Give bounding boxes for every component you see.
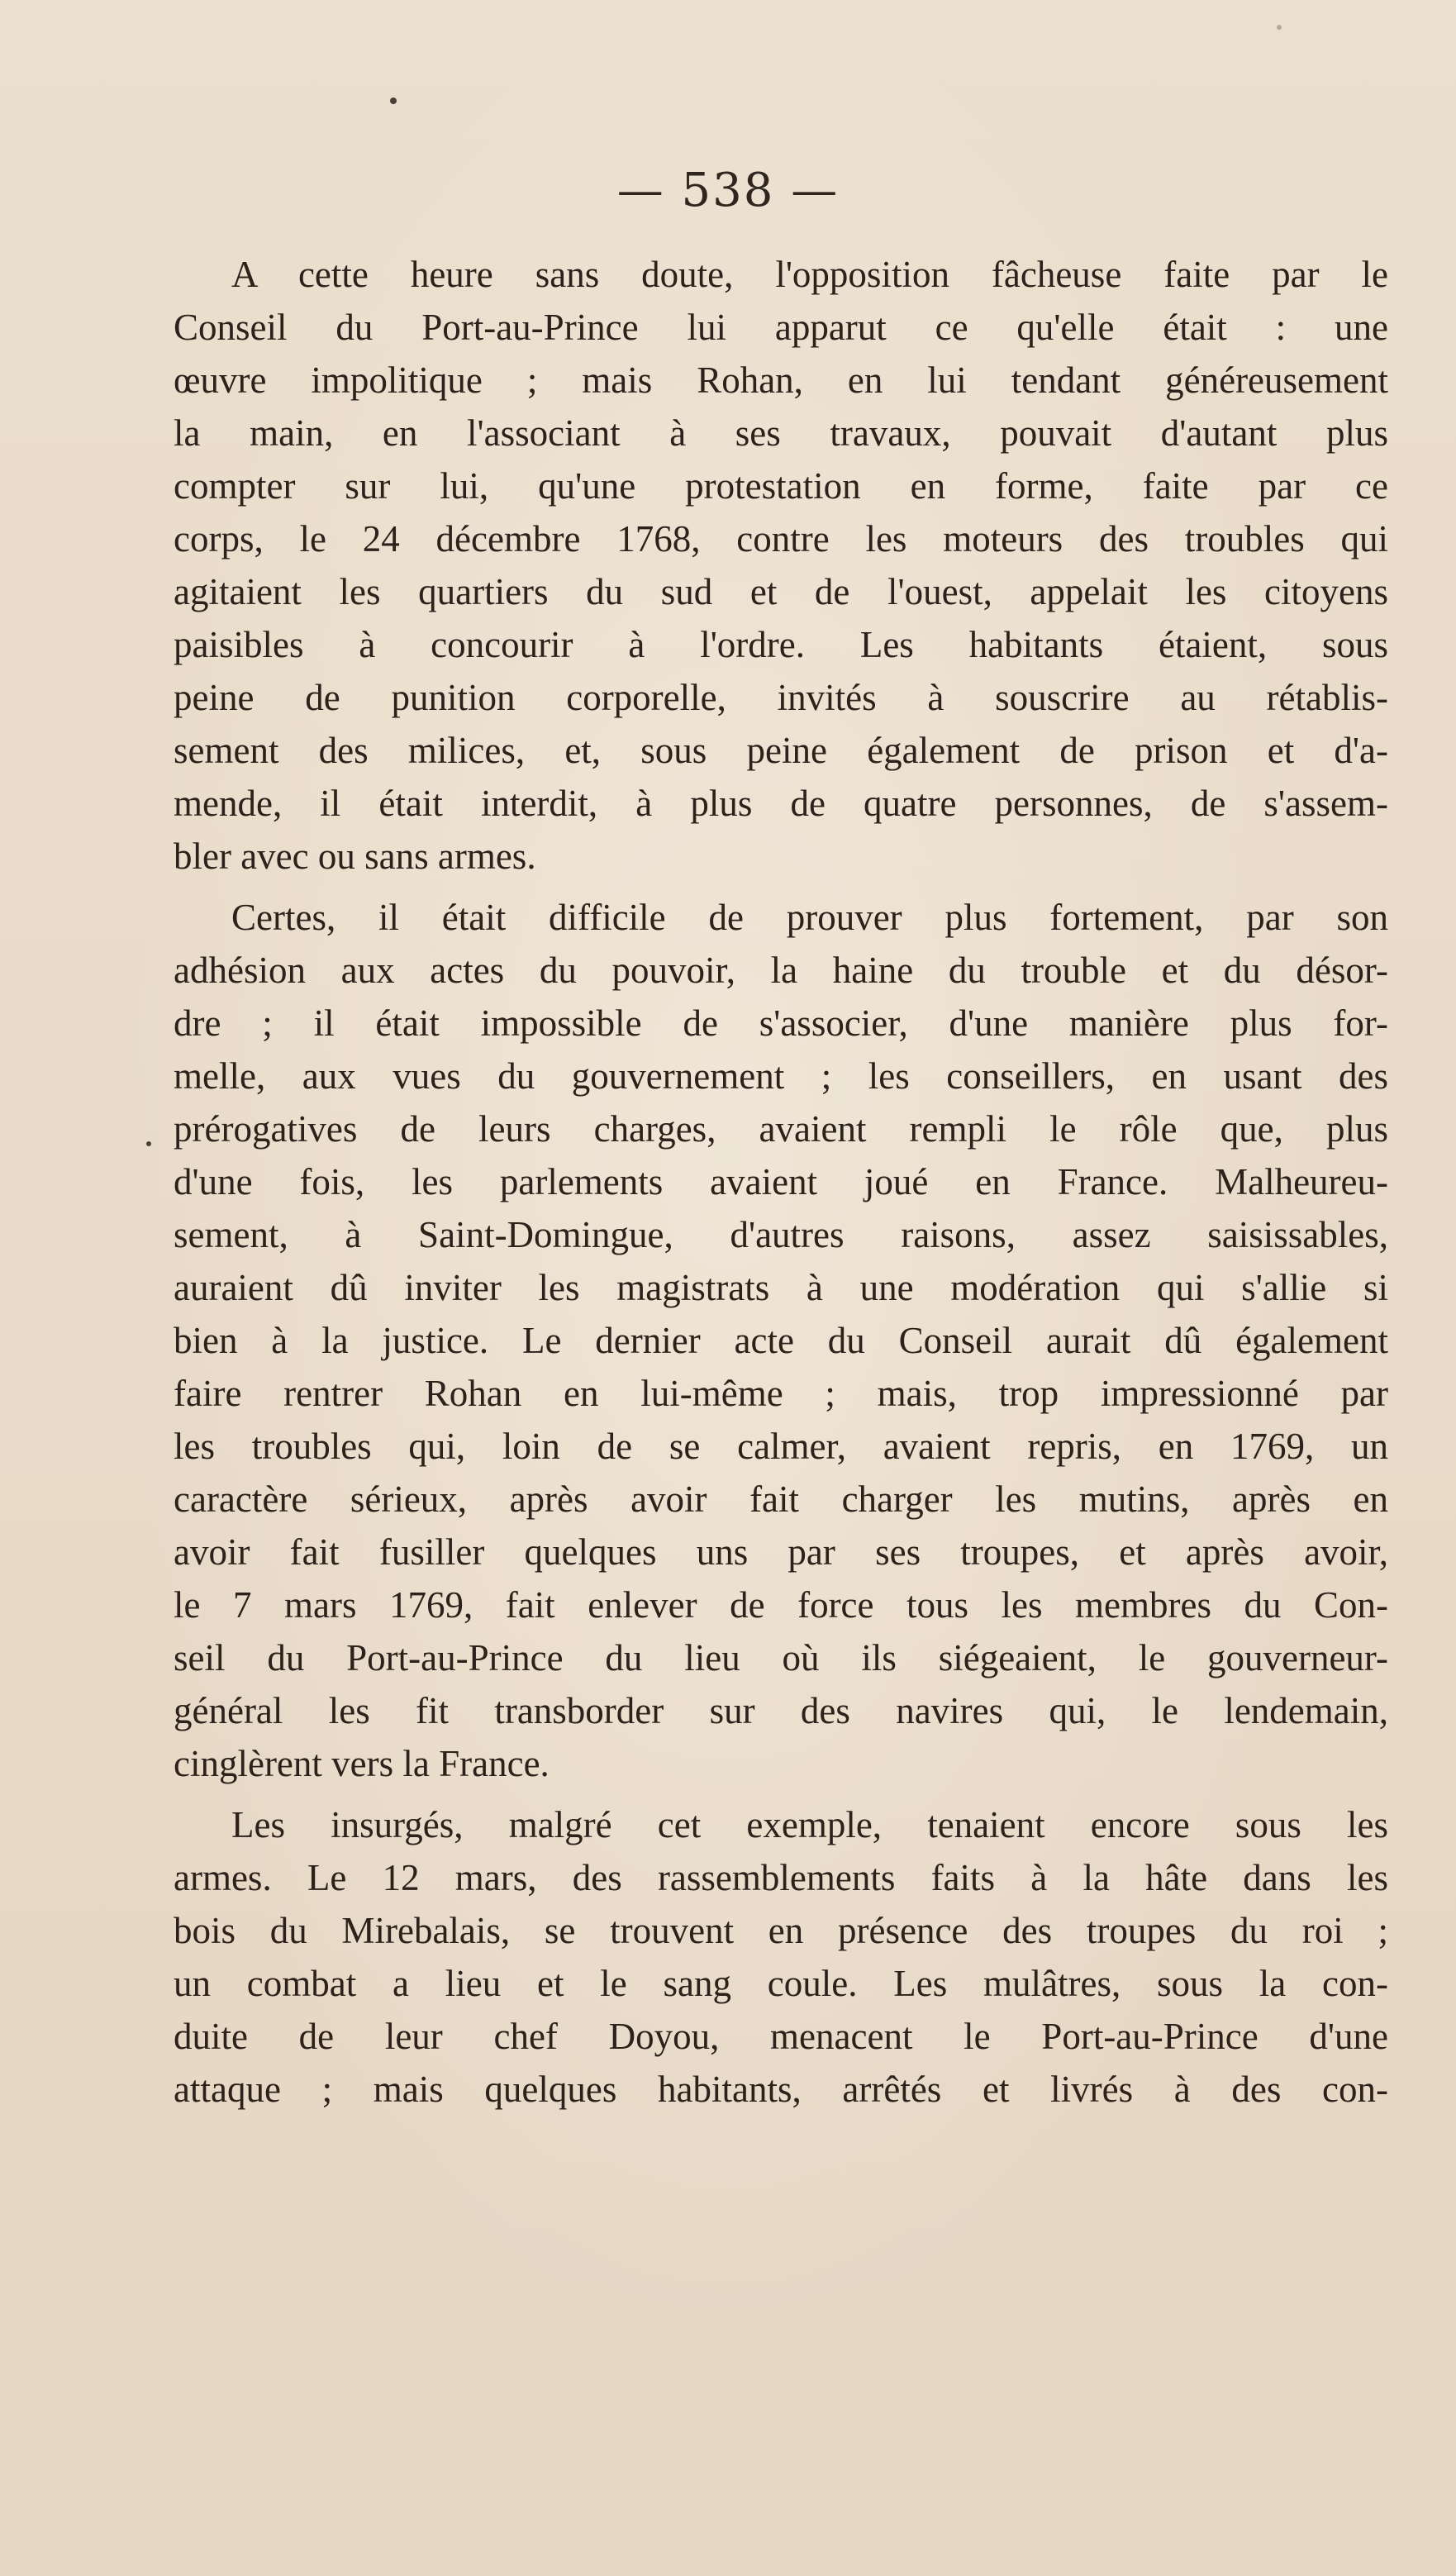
- text-line: caractère sérieux, après avoir fait charger les mutins, après en: [174, 1478, 1388, 1520]
- text-line: un combat a lieu et le sang coule. Les mulâtres, sous la con-: [174, 1963, 1388, 2004]
- text-line: bler avec ou sans armes.: [174, 836, 536, 877]
- paragraph: [174, 248, 1388, 883]
- text-line: la main, en l'associant à ses travaux, pouvait d'autant plus: [174, 412, 1388, 454]
- ink-speck: [1277, 25, 1282, 30]
- text-line: bois du Mirebalais, se trouvent en présence des troupes du roi ;: [174, 1910, 1388, 1951]
- ink-speck: [390, 98, 397, 104]
- text-line: les troubles qui, loin de se calmer, avaient repris, en 1769, un: [174, 1426, 1388, 1467]
- paragraph: [174, 1798, 1388, 2116]
- text-line: avoir fait fusiller quelques uns par ses troupes, et après avoir,: [174, 1531, 1388, 1573]
- text-line: attaque ; mais quelques habitants, arrêtés et livrés à des con-: [174, 2069, 1388, 2110]
- text-line: Les insurgés, malgré cet exemple, tenaient encore sous les: [231, 1804, 1388, 1845]
- text-line: faire rentrer Rohan en lui-même ; mais, trop impressionné par: [174, 1373, 1388, 1414]
- text-line: général les fit transborder sur des navires qui, le lendemain,: [174, 1690, 1388, 1731]
- text-line: seil du Port-au-Prince du lieu où ils siégeaient, le gouverneur-: [174, 1637, 1388, 1678]
- text-line: œuvre impolitique ; mais Rohan, en lui tendant généreusement: [174, 359, 1388, 401]
- text-line: cinglèrent vers la France.: [174, 1743, 550, 1784]
- text-line: d'une fois, les parlements avaient joué en France. Malheureu-: [174, 1161, 1388, 1202]
- text-line: auraient dû inviter les magistrats à une modération qui s'allie si: [174, 1267, 1388, 1308]
- text-line: mende, il était interdit, à plus de quatre personnes, de s'assem-: [174, 783, 1388, 824]
- text-line: corps, le 24 décembre 1768, contre les moteurs des troubles qui: [174, 518, 1388, 559]
- paragraph: [174, 891, 1388, 1790]
- ink-speck: [146, 1141, 151, 1146]
- text-line: armes. Le 12 mars, des rassemblements faits à la hâte dans les: [174, 1857, 1388, 1898]
- page-number: — 538 —: [616, 164, 840, 217]
- text-line: A cette heure sans doute, l'opposition fâcheuse faite par le: [231, 254, 1388, 295]
- text-line: agitaient les quartiers du sud et de l'ouest, appelait les citoyens: [174, 571, 1388, 612]
- text-line: compter sur lui, qu'une protestation en forme, faite par ce: [174, 465, 1388, 507]
- text-line: peine de punition corporelle, invités à souscrire au rétablis-: [174, 677, 1388, 718]
- text-line: duite de leur chef Doyou, menacent le Port-au-Prince d'une: [174, 2016, 1388, 2057]
- text-line: paisibles à concourir à l'ordre. Les habitants étaient, sous: [174, 624, 1388, 665]
- text-line: sement des milices, et, sous peine également de prison et d'a-: [174, 730, 1388, 771]
- text-line: Certes, il était difficile de prouver plus fortement, par son: [231, 897, 1388, 938]
- text-line: dre ; il était impossible de s'associer, d'une manière plus for-: [174, 1002, 1388, 1044]
- text-line: sement, à Saint-Domingue, d'autres raisons, assez saisissables,: [174, 1214, 1388, 1255]
- text-line: prérogatives de leurs charges, avaient rempli le rôle que, plus: [174, 1108, 1388, 1150]
- text-line: melle, aux vues du gouvernement ; les conseillers, en usant des: [174, 1055, 1388, 1097]
- body-text: [174, 248, 1388, 2116]
- text-line: le 7 mars 1769, fait enlever de force tous les membres du Con-: [174, 1584, 1388, 1626]
- text-line: adhésion aux actes du pouvoir, la haine du trouble et du désor-: [174, 950, 1388, 991]
- text-line: Conseil du Port-au-Prince lui apparut ce qu'elle était : une: [174, 307, 1388, 348]
- text-line: bien à la justice. Le dernier acte du Conseil aurait dû également: [174, 1320, 1388, 1361]
